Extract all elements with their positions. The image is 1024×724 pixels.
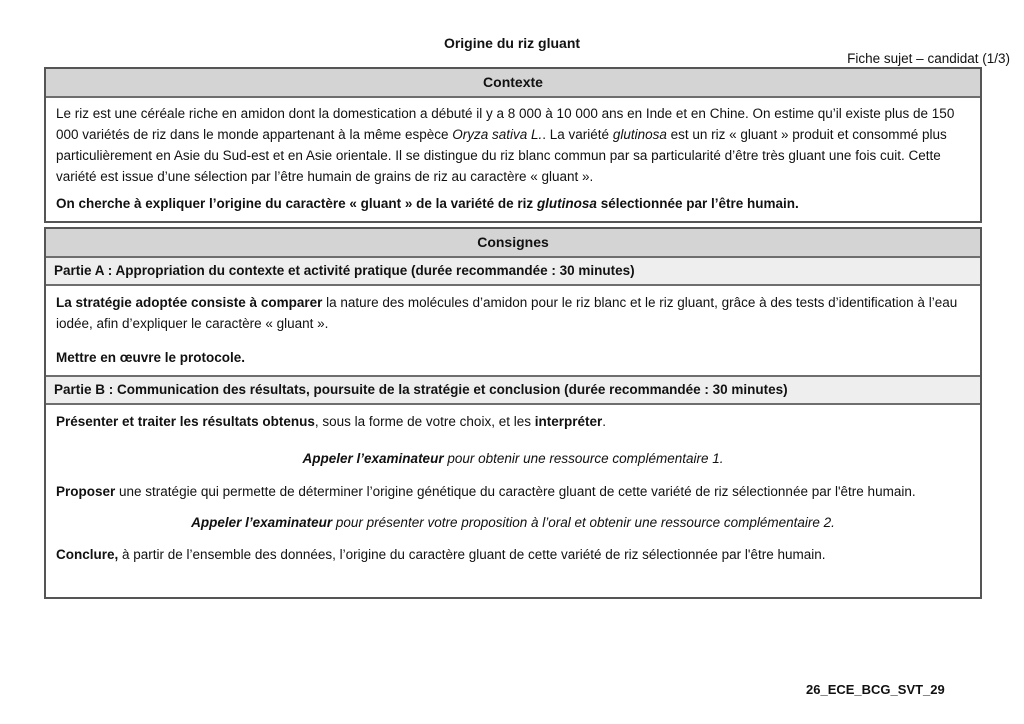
consignes-header: Consignes xyxy=(46,229,980,256)
contexte-header: Contexte xyxy=(46,69,980,96)
partie-b-header: Partie B : Communication des résultats, poursuite de la stratégie et conclusion (durée recommandée : 30 minutes) xyxy=(46,375,980,403)
page-title: Origine du riz gluant xyxy=(443,35,581,51)
footer-document-code: 26_ECE_BCG_SVT_29 xyxy=(806,682,945,697)
examiner-call-2: Appeler l’examinateur pour présenter votre proposition à l’oral et obtenir une ressource complémentaire 2. xyxy=(191,515,835,530)
sheet-label: Fiche sujet – candidat (1/3) xyxy=(847,51,1010,66)
strategy-paragraph: La stratégie adoptée consiste à comparer la nature des molécules d’amidon pour le riz blanc et le riz gluant, grâce à des tests d’identification à l’eau iodée, afin d’expliquer le caractère « gluant ». xyxy=(56,295,958,331)
contexte-section xyxy=(44,67,982,223)
contexte-goal: On cherche à expliquer l’origine du caractère « gluant » de la variété de riz glutinosa sélectionnée par l’être humain. xyxy=(56,196,799,211)
contexte-paragraph: Le riz est une céréale riche en amidon dont la domestication a débuté il y a 8 000 à 10 000 ans en Inde et en Chine. On estime qu’il existe plus de 150 000 variétés de riz dans le monde appartenant à la même espèce Oryza sativa L.. La variété glutinosa est un riz « gluant » produit et consommé plus particulièrement en Asie du Sud-est et en Asie orientale. Il se distingue du riz blanc commun par sa particularité d’être très gluant une fois cuit. Cette variété est issue d’une sélection par l’être humain de grains de riz au caractère « gluant ». xyxy=(56,106,955,184)
conclure-paragraph: Conclure, à partir de l’ensemble des données, l’origine du caractère gluant de cette variété de riz sélectionnée par l'être humain. xyxy=(56,547,826,562)
partie-a-header: Partie A : Appropriation du contexte et activité pratique (durée recommandée : 30 minutes) xyxy=(46,256,980,284)
partie-b-body xyxy=(46,403,980,597)
protocol-instruction: Mettre en œuvre le protocole. xyxy=(56,350,246,365)
consignes-section xyxy=(44,227,982,599)
proposer-paragraph: Proposer une stratégie qui permette de déterminer l’origine génétique du caractère gluant de cette variété de riz sélectionnée par l'être humain. xyxy=(56,484,916,499)
partie-a-body xyxy=(46,284,980,375)
contexte-body xyxy=(46,96,980,221)
presenter-paragraph: Présenter et traiter les résultats obtenus, sous la forme de votre choix, et les interpréter. xyxy=(56,414,607,429)
examiner-call-1: Appeler l’examinateur pour obtenir une ressource complémentaire 1. xyxy=(302,451,724,466)
